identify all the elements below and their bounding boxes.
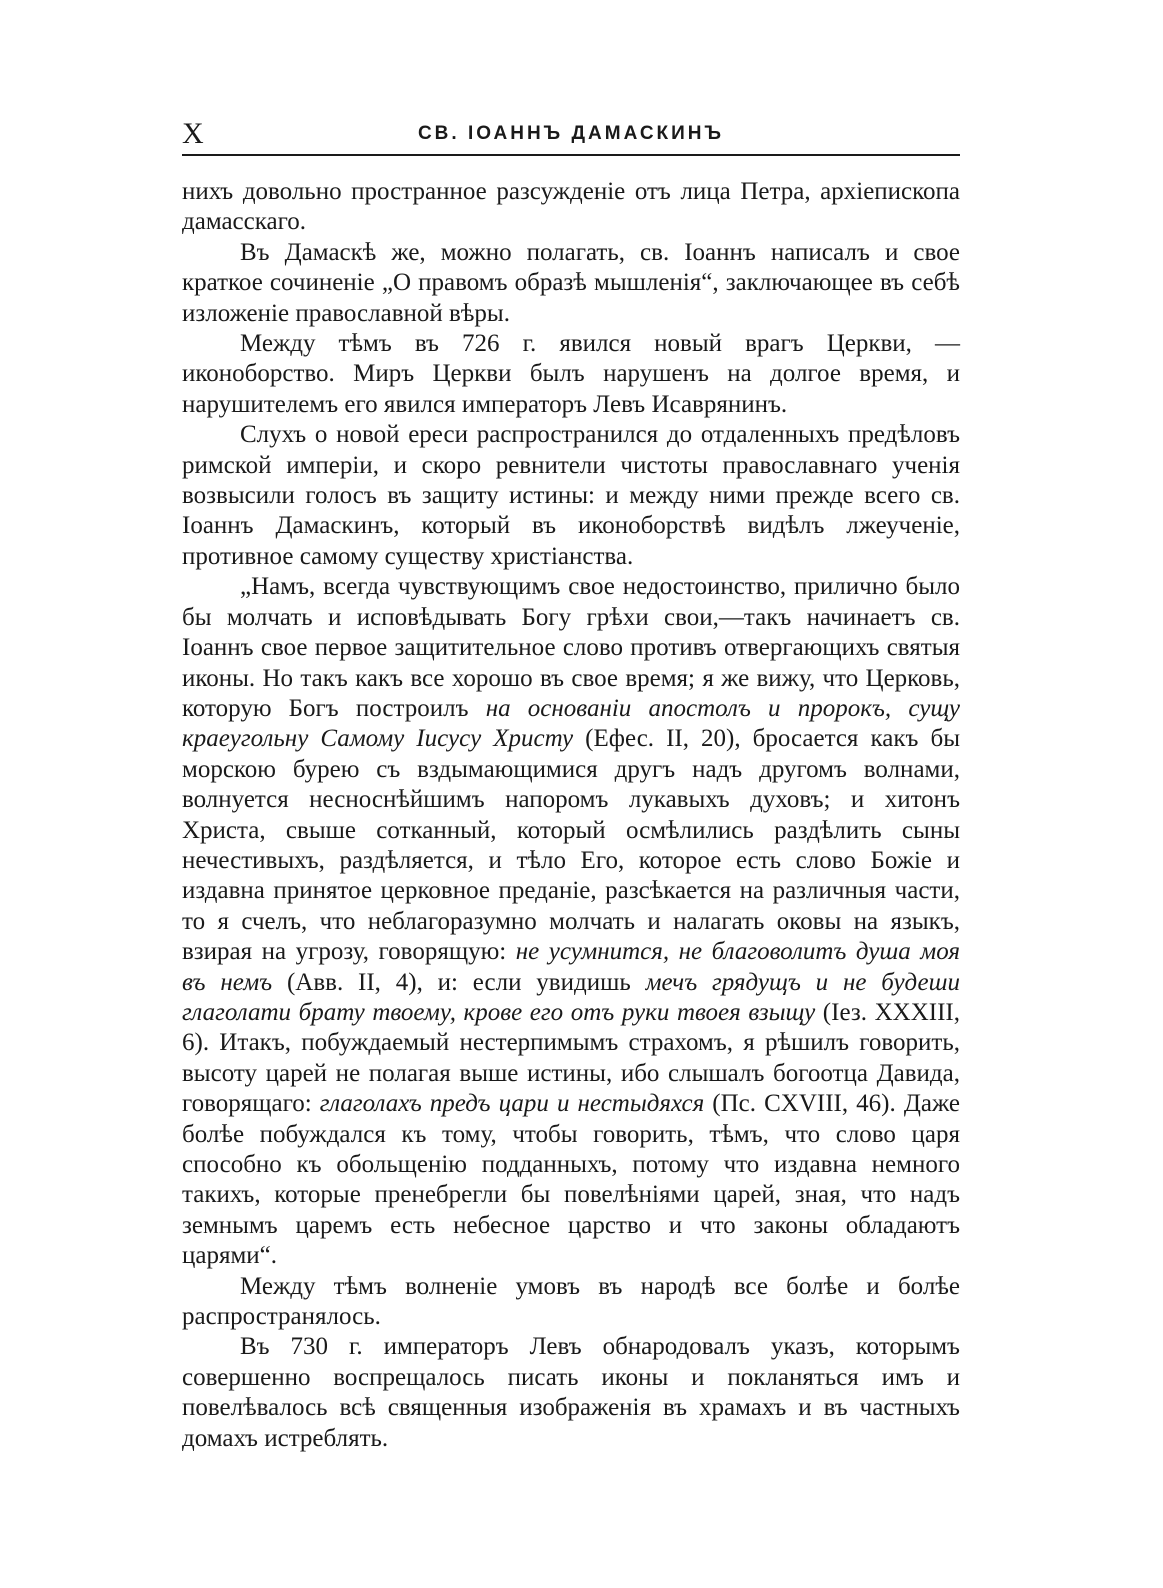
text-run: Между тѣмъ въ 726 г. явился новый врагъ Церкви, — иконоборство. Миръ Церкви былъ нарушенъ на долгое время, и нарушителемъ его явился императоръ Левъ Исаврянинъ. <box>182 330 960 418</box>
paragraph <box>182 329 960 420</box>
text-run: (Ефес. II, 20), бросается какъ бы морскою бурею съ вздымающимися другъ надъ другомъ волнами, волнуется несноснѣйшимъ напоромъ лукавыхъ духовъ; и хитонъ Христа, свыше сотканный, который осмѣлились раздѣлить сыны нечестивыхъ, раздѣляется, и тѣло Его, которое есть слово Божіе и издавна принятое церковное преданіе, разсѣкается на различныя части, то я счелъ, что неблагоразумно молчать и налагать оковы на языкъ, взирая на угрозу, говорящую: <box>182 725 960 966</box>
text-run: (Пс. CXVIII, 46). Даже болѣе побуждался къ тому, чтобы говорить, тѣмъ, что слово царя способно къ обольщенію подданныхъ, потому что издавна немного такихъ, которые пренебрегли бы повелѣніями царей, зная, что надъ земнымъ царемъ есть небесное царство и что законы обладаютъ царями“. <box>182 1090 961 1270</box>
text-run: (Авв. II, 4), и: если увидишь <box>272 968 646 996</box>
quotation-italic: глаголахъ предъ цари и нестыдяхся <box>319 1090 705 1118</box>
page-number: X <box>182 117 205 150</box>
paragraph <box>182 420 960 572</box>
quotation-italic: не усумнится, не благоволитъ душа моя въ немъ <box>182 938 960 996</box>
paragraph <box>182 177 960 238</box>
running-header <box>182 114 960 156</box>
paragraph <box>182 1332 960 1454</box>
text-run: (Іез. XXXIII, 6). Итакъ, побуждаемый нестерпимымъ страхомъ, я рѣшилъ говорить, высоту царей не полагая выше истины, ибо слышалъ богоотца Давида, говорящаго: <box>182 998 960 1118</box>
quotation-italic: на основаніи апостолъ и пророкъ, сущу краеугольну Самому Іисусу Христу <box>182 694 961 753</box>
body-text <box>182 177 960 1454</box>
text-run: Въ Дамаскѣ же, можно полагать, св. Іоаннъ написалъ и свое краткое сочиненіе „О правомъ образѣ мышленія“, заключающее въ себѣ изложеніе православной вѣры. <box>182 238 960 327</box>
text-run: Въ 730 г. императоръ Левъ обнародовалъ указъ, которымъ совершенно воспрещалось писать иконы и покланяться имъ и повелѣвалось всѣ священныя изображенія въ храмахъ и въ частныхъ домахъ истреблять. <box>182 1333 960 1452</box>
text-run: Между тѣмъ волненіе умовъ въ народѣ все болѣе и болѣе распространялось. <box>182 1272 960 1331</box>
paragraph <box>182 572 960 1271</box>
text-run: „Намъ, всегда чувствующимъ свое недостоинство, прилично было бы молчать и исповѣдывать Богу грѣхи свои,—такъ начинаетъ св. Іоаннъ свое первое защитительное слово противъ отвергающихъ святыя иконы. Но такъ какъ все хорошо въ свое время; я же вижу, что Церковь, которую Богъ построилъ <box>182 573 960 722</box>
paragraph <box>182 1272 960 1333</box>
text-run: нихъ довольно пространное разсужденіе отъ лица Петра, архіепископа дамасскаго. <box>182 178 960 236</box>
running-title: СВ. ІОАННЪ ДАМАСКИНЪ <box>417 123 725 144</box>
quotation-italic: мечъ грядущъ и не будеши глаголати брату твоему, крове его отъ руки твоея взыщу <box>182 968 960 1026</box>
paragraph <box>182 238 960 329</box>
text-run: Слухъ о новой ереси распространился до отдаленныхъ предѣловъ римской имперіи, и скоро ревнители чистоты православнаго ученія возвысили голосъ въ защиту истины: и между ними прежде всего св. Іоаннъ Дамаскинъ, который въ иконоборствѣ видѣлъ лжеученіе, противное самому существу христіанства. <box>182 421 960 570</box>
